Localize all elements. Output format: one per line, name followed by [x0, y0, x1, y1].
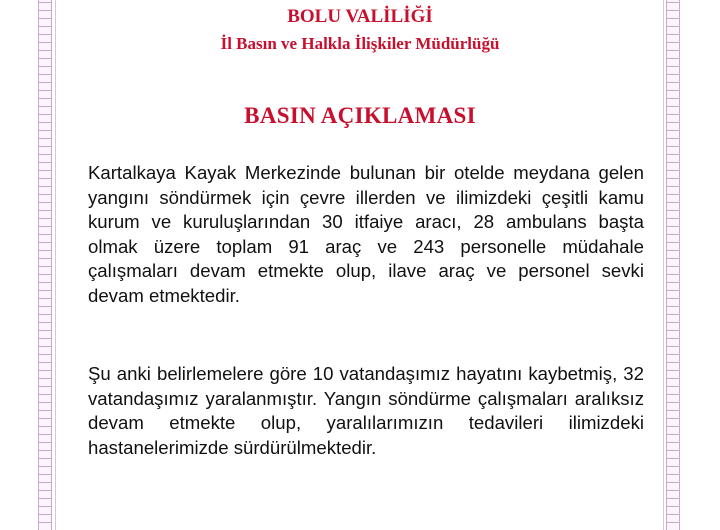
inner-border-line-left — [55, 0, 56, 530]
body-paragraph-1: Kartalkaya Kayak Merkezinde bulunan bir otelde meydana gelen yangını söndürmek için çevre illerden ve ilimizdeki çeşitli kamu kurum ve kuruluşlarından 30 itfaiye aracı, 28 ambulans başta olmak üzere toplam 91 araç ve 243 personelle müdahale çalışmaları devam etmekte olup, ilave araç ve personel sevki devam etmektedir. — [88, 162, 644, 306]
body-paragraph-2: Şu anki belirlemelere göre 10 vatandaşımız hayatını kaybetmiş, 32 vatandaşımız yaralanmıştır. Yangın söndürme çalışmaları aralıksız devam etmekte olup, yaralılarımızın tedavileri ilimizdeki hastanelerimizde sürdürülmektedir. — [88, 363, 644, 458]
inner-border-line-right — [663, 0, 664, 530]
decorative-border-left — [38, 0, 52, 530]
department-name: İl Basın ve Halkla İlişkiler Müdürlüğü — [220, 34, 500, 53]
organization-name: BOLU VALİLİĞİ — [287, 6, 433, 27]
decorative-border-right — [666, 0, 680, 530]
document-title: BASIN AÇIKLAMASI — [244, 103, 476, 128]
